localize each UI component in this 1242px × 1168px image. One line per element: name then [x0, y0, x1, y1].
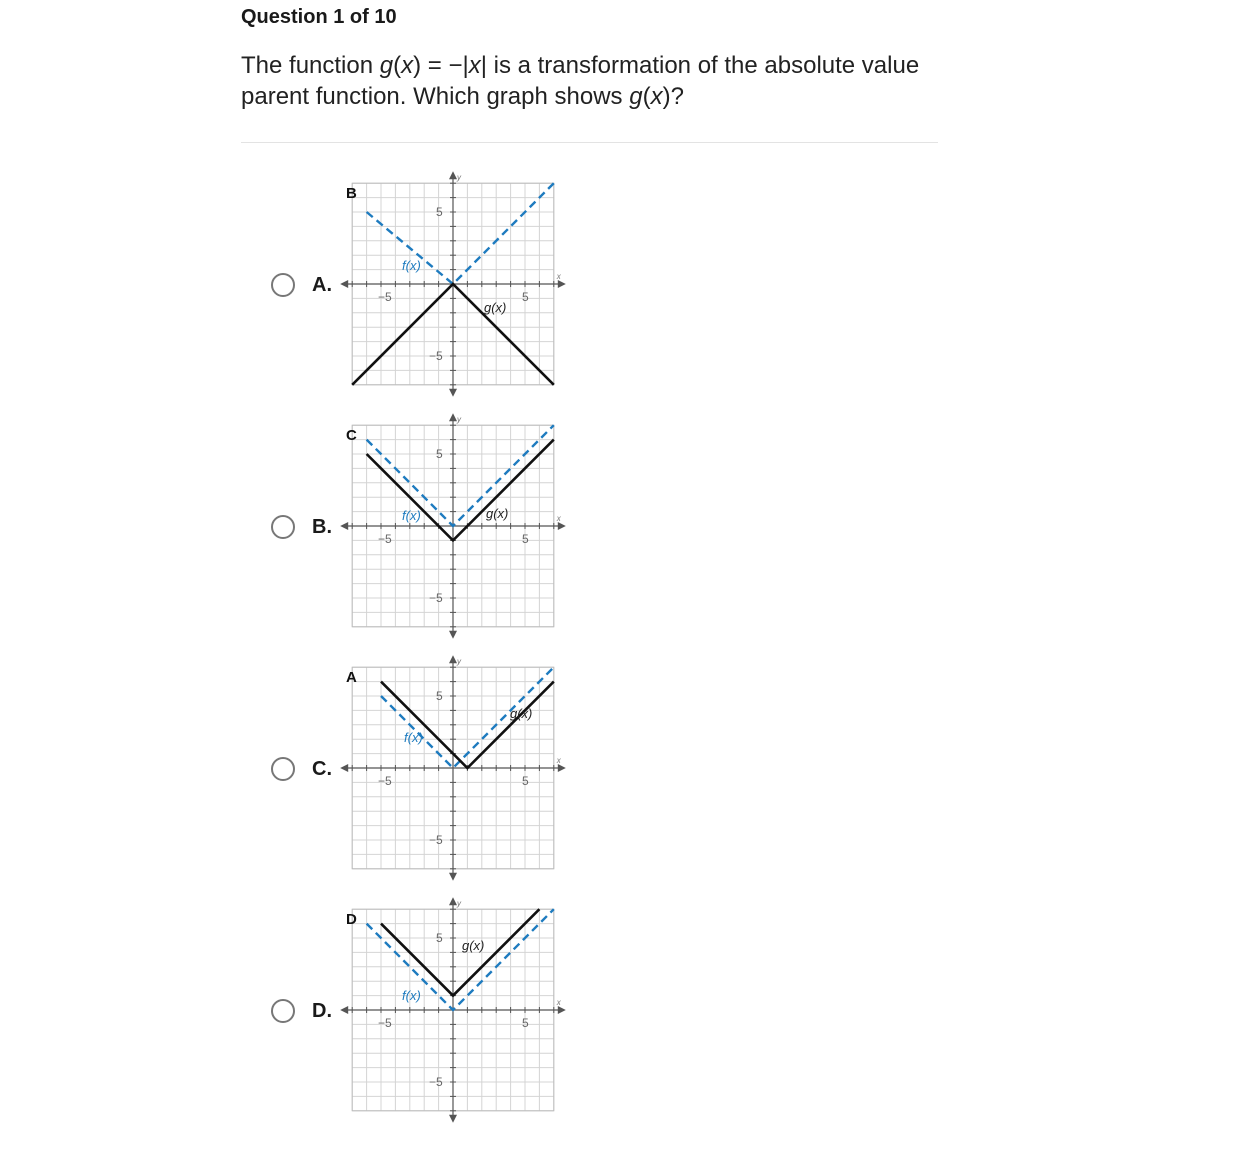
answer-option-b[interactable]	[270, 414, 590, 654]
x-arrow-left	[340, 522, 348, 530]
g-label: g(x)	[510, 706, 533, 721]
y-arrow-up	[449, 413, 457, 421]
x-arrow-left	[340, 1006, 348, 1014]
answer-option-d[interactable]	[270, 898, 590, 1138]
x-tick-label-5: 5	[522, 1016, 529, 1030]
answer-option-c[interactable]	[270, 656, 590, 896]
f-label: f(x)	[404, 730, 423, 745]
x-tick-label-5: 5	[522, 532, 529, 546]
f-series-line	[367, 425, 554, 526]
divider	[241, 142, 938, 143]
y-axis-label: y	[457, 657, 461, 667]
y-axis-label: y	[457, 415, 461, 425]
x-arrow-left	[340, 764, 348, 772]
f-label: f(x)	[402, 508, 421, 523]
y-arrow-up	[449, 171, 457, 179]
x-tick-label-5: 5	[522, 290, 529, 304]
y-arrow-up	[449, 897, 457, 905]
g-label: g(x)	[484, 300, 507, 315]
x-tick-label-neg5: −5	[378, 290, 392, 304]
radio-button-b[interactable]	[271, 515, 295, 539]
graph-c	[340, 656, 570, 888]
x-axis-label: x	[556, 272, 561, 281]
graph-a	[340, 172, 570, 404]
x-axis-label: x	[556, 756, 561, 765]
y-tick-label-neg5: −5	[429, 1075, 443, 1089]
option-label-c: C.	[312, 758, 332, 780]
graph-letter: A	[346, 669, 357, 686]
y-tick-label-neg5: −5	[429, 349, 443, 363]
question-text: The function g(x) = −|x| is a transformation of the absolute value parent function. Which graph shows g(x)?	[241, 52, 920, 110]
x-axis-label: x	[556, 998, 561, 1007]
x-arrow-right	[558, 1006, 566, 1014]
y-tick-label-5: 5	[436, 931, 443, 945]
graph-letter: B	[346, 185, 357, 202]
graph-letter: D	[346, 911, 357, 928]
y-axis-label: y	[457, 173, 461, 183]
y-tick-label-5: 5	[436, 689, 443, 703]
g-label: g(x)	[462, 938, 485, 953]
graph-b	[340, 414, 570, 646]
y-axis-label: y	[457, 899, 461, 909]
radio-button-c[interactable]	[271, 757, 295, 781]
answer-option-a[interactable]	[270, 172, 590, 412]
x-tick-label-neg5: −5	[378, 774, 392, 788]
f-label: f(x)	[402, 988, 421, 1003]
y-arrow-down	[449, 389, 457, 397]
x-tick-label-neg5: −5	[378, 532, 392, 546]
x-tick-label-5: 5	[522, 774, 529, 788]
question-counter: Question 1 of 10	[241, 6, 397, 28]
y-tick-label-neg5: −5	[429, 833, 443, 847]
y-arrow-down	[449, 631, 457, 639]
y-tick-label-5: 5	[436, 205, 443, 219]
y-arrow-up	[449, 655, 457, 663]
y-arrow-down	[449, 873, 457, 881]
x-arrow-left	[340, 280, 348, 288]
graph-letter: C	[346, 427, 357, 444]
y-tick-label-neg5: −5	[429, 591, 443, 605]
x-arrow-right	[558, 764, 566, 772]
y-tick-label-5: 5	[436, 447, 443, 461]
x-arrow-right	[558, 522, 566, 530]
y-arrow-down	[449, 1115, 457, 1123]
f-series-line	[367, 183, 554, 284]
g-label: g(x)	[486, 506, 509, 521]
graph-d	[340, 898, 570, 1130]
x-tick-label-neg5: −5	[378, 1016, 392, 1030]
radio-button-a[interactable]	[271, 273, 295, 297]
option-label-d: D.	[312, 1000, 332, 1022]
f-label: f(x)	[402, 258, 421, 273]
x-arrow-right	[558, 280, 566, 288]
option-label-a: A.	[312, 274, 332, 296]
x-axis-label: x	[556, 514, 561, 523]
option-label-b: B.	[312, 516, 332, 538]
radio-button-d[interactable]	[271, 999, 295, 1023]
